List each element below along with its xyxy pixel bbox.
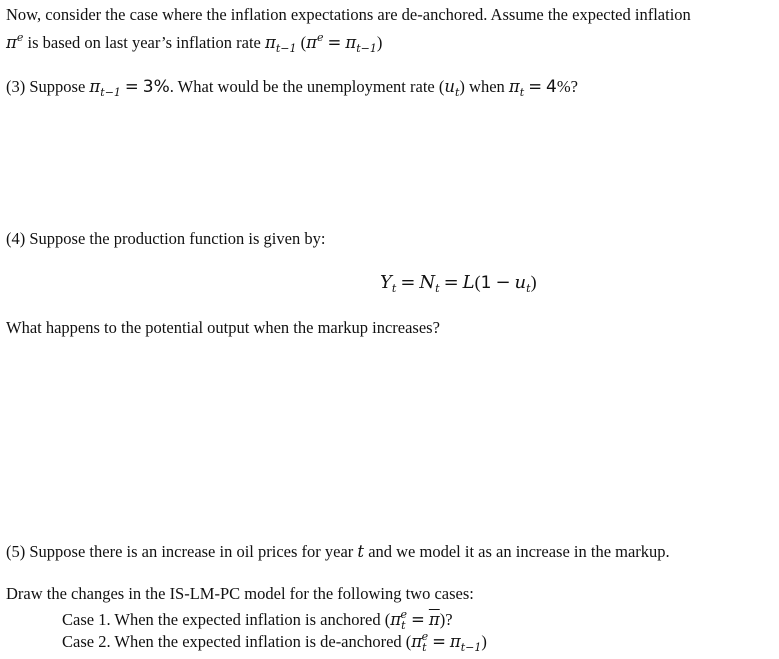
production-function-equation: $Y_t = N_t = L(1 - u_t)$	[380, 272, 537, 295]
case-2-end: )	[481, 632, 487, 651]
intro-line-2	[6, 27, 382, 60]
pi-t-minus-1-symbol: $\pi_{t-1}$	[89, 77, 121, 99]
pi-e-symbol: $\pi^e$	[6, 31, 24, 52]
pi-t-symbol: $\pi_t$	[508, 77, 525, 99]
q3-prefix: (3) Suppose	[6, 77, 90, 96]
q5-year-var: t	[357, 542, 365, 561]
q3-now-value: 4	[546, 77, 557, 97]
q3-prev-value: 3%	[142, 77, 170, 97]
q3-mid2: ) when	[459, 77, 509, 96]
question-5	[6, 541, 670, 563]
pi-t-e-symbol: $\pi_t^e$	[411, 630, 429, 654]
u-t-symbol: $u_t$	[444, 77, 460, 99]
intro-line-2-text: is based on last year’s inflation rate	[23, 33, 266, 52]
pi-t-e-symbol: $\pi_t^e$	[390, 608, 408, 632]
case-1-end: )?	[439, 610, 453, 629]
question-5-draw: Draw the changes in the IS-LM-PC model for the following two cases:	[6, 584, 474, 603]
pi-bar-symbol: $\overline{\pi}$	[428, 610, 440, 629]
intro-line-1: Now, consider the case where the inflation expectations are de-anchored. Assume the expected inflation	[6, 5, 691, 24]
question-3: (3) Suppose $\pi_{t-1} = 3\%$. What would be the unemployment rate $(u_t)$ when $\pi_t = 4\%$?	[6, 77, 578, 99]
q5-suffix: and we model it as an increase in the markup.	[364, 542, 670, 561]
pi-t-minus-1-symbol: $\pi_{t-1}$	[449, 632, 482, 654]
q3-mid: . What would be the unemployment rate (	[169, 77, 445, 96]
q3-suffix: %?	[556, 77, 578, 96]
expectation-formula: $(\pi^e = \pi_{t-1})$	[300, 31, 383, 55]
pi-t-minus-1-symbol: $\pi_{t-1}$	[265, 33, 297, 55]
question-4-text: What happens to the potential output when the markup increases?	[6, 318, 440, 337]
q5-prefix: (5) Suppose there is an increase in oil prices for year	[6, 542, 358, 561]
case-2-text: Case 2. When the expected inflation is de-anchored (	[62, 632, 412, 651]
case-2: Case 2. When the expected inflation is de-anchored $(\pi_t^e = \pi_{t-1})$	[62, 630, 487, 654]
case-1-text: Case 1. When the expected inflation is anchored (	[62, 610, 391, 629]
question-4-prompt: (4) Suppose the production function is given by:	[6, 229, 326, 248]
case-1: Case 1. When the expected inflation is anchored $(\pi_t^e = \overline{\pi})$?	[62, 608, 453, 632]
